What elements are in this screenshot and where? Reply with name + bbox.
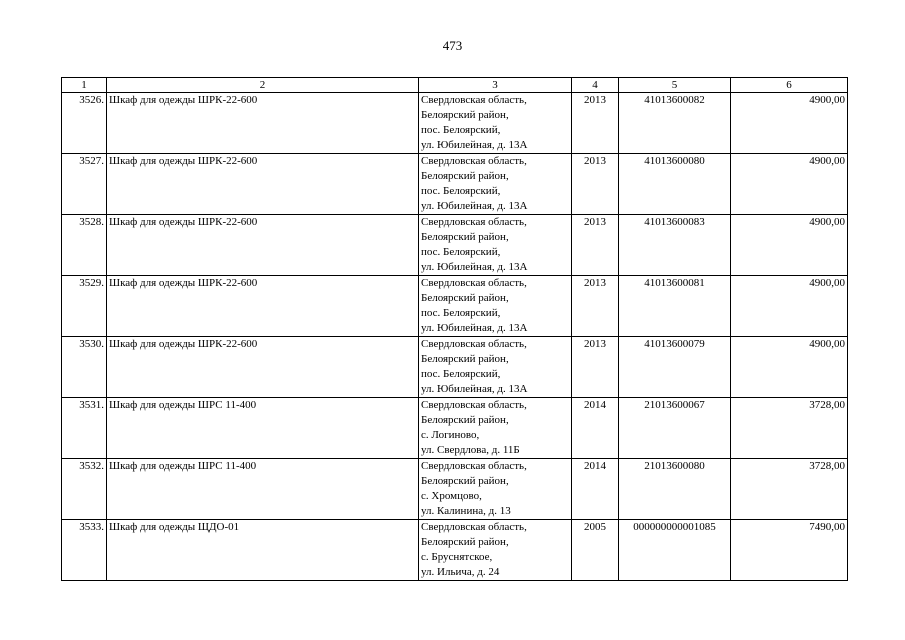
item-year: 2013 [572, 154, 619, 215]
item-year: 2013 [572, 276, 619, 337]
property-registry-table [61, 77, 848, 581]
item-name: Шкаф для одежды ШРК-22-600 [107, 215, 419, 276]
inventory-number: 41013600081 [619, 276, 731, 337]
address-line: Белоярский район, [421, 170, 509, 182]
table-row [62, 398, 848, 459]
table-row [62, 337, 848, 398]
address-line: Свердловская область, [421, 399, 527, 411]
item-cost: 3728,00 [731, 398, 848, 459]
page-number: 473 [442, 38, 463, 53]
inventory-number: 41013600080 [619, 154, 731, 215]
row-number: 3529. [62, 276, 107, 337]
item-cost: 4900,00 [731, 276, 848, 337]
item-year: 2014 [572, 459, 619, 520]
address-line: пос. Белоярский, [421, 124, 501, 136]
column-header-6: 6 [731, 78, 848, 93]
inventory-number: 000000000001085 [619, 520, 731, 581]
item-cost: 3728,00 [731, 459, 848, 520]
table-row [62, 154, 848, 215]
item-cost: 4900,00 [731, 154, 848, 215]
address-line: ул. Юбилейная, д. 13А [421, 322, 528, 334]
inventory-number: 41013600079 [619, 337, 731, 398]
address-line: пос. Белоярский, [421, 185, 501, 197]
address-line: Белоярский район, [421, 292, 509, 304]
address-line: Белоярский район, [421, 475, 509, 487]
item-address [419, 520, 572, 581]
address-line: ул. Юбилейная, д. 13А [421, 139, 528, 151]
address-line: Свердловская область, [421, 460, 527, 472]
table-row [62, 215, 848, 276]
address-line: с. Бруснятское, [421, 551, 493, 563]
address-line: с. Логиново, [421, 429, 480, 441]
item-address [419, 459, 572, 520]
address-line: Свердловская область, [421, 338, 527, 350]
address-line: Свердловская область, [421, 155, 527, 167]
item-address [419, 398, 572, 459]
column-header-4: 4 [572, 78, 619, 93]
table-row [62, 459, 848, 520]
inventory-number: 21013600080 [619, 459, 731, 520]
address-line: с. Хромцово, [421, 490, 482, 502]
row-number: 3533. [62, 520, 107, 581]
row-number: 3530. [62, 337, 107, 398]
address-line: ул. Свердлова, д. 11Б [421, 444, 520, 456]
row-number: 3526. [62, 93, 107, 154]
address-line: Белоярский район, [421, 231, 509, 243]
address-line: Белоярский район, [421, 414, 509, 426]
column-header-5: 5 [619, 78, 731, 93]
address-line: ул. Юбилейная, д. 13А [421, 261, 528, 273]
address-line: Свердловская область, [421, 521, 527, 533]
table-row [62, 276, 848, 337]
item-year: 2013 [572, 337, 619, 398]
address-line: Белоярский район, [421, 353, 509, 365]
column-header-3: 3 [419, 78, 572, 93]
table-row [62, 520, 848, 581]
column-number-row [62, 78, 848, 93]
address-line: ул. Ильича, д. 24 [421, 566, 500, 578]
item-cost: 4900,00 [731, 93, 848, 154]
row-number: 3527. [62, 154, 107, 215]
table-row [62, 93, 848, 154]
item-address [419, 337, 572, 398]
address-line: Свердловская область, [421, 277, 527, 289]
row-number: 3532. [62, 459, 107, 520]
item-name: Шкаф для одежды ШРК-22-600 [107, 337, 419, 398]
item-cost: 4900,00 [731, 337, 848, 398]
item-address [419, 215, 572, 276]
item-address [419, 93, 572, 154]
inventory-number: 21013600067 [619, 398, 731, 459]
address-line: ул. Юбилейная, д. 13А [421, 200, 528, 212]
column-header-1: 1 [62, 78, 107, 93]
address-line: пос. Белоярский, [421, 368, 501, 380]
row-number: 3528. [62, 215, 107, 276]
address-line: ул. Юбилейная, д. 13А [421, 383, 528, 395]
item-name: Шкаф для одежды ШРС 11-400 [107, 459, 419, 520]
address-line: Белоярский район, [421, 109, 509, 121]
item-year: 2013 [572, 215, 619, 276]
item-year: 2014 [572, 398, 619, 459]
item-name: Шкаф для одежды ШРК-22-600 [107, 154, 419, 215]
address-line: Свердловская область, [421, 216, 527, 228]
item-cost: 7490,00 [731, 520, 848, 581]
inventory-number: 41013600083 [619, 215, 731, 276]
item-name: Шкаф для одежды ШРК-22-600 [107, 93, 419, 154]
item-address [419, 276, 572, 337]
inventory-number: 41013600082 [619, 93, 731, 154]
item-cost: 4900,00 [731, 215, 848, 276]
item-name: Шкаф для одежды ШРС 11-400 [107, 398, 419, 459]
item-name: Шкаф для одежды ЩДО-01 [107, 520, 419, 581]
address-line: Белоярский район, [421, 536, 509, 548]
item-year: 2005 [572, 520, 619, 581]
row-number: 3531. [62, 398, 107, 459]
column-header-2: 2 [107, 78, 419, 93]
item-year: 2013 [572, 93, 619, 154]
address-line: пос. Белоярский, [421, 307, 501, 319]
item-name: Шкаф для одежды ШРК-22-600 [107, 276, 419, 337]
address-line: ул. Калинина, д. 13 [421, 505, 511, 517]
address-line: пос. Белоярский, [421, 246, 501, 258]
address-line: Свердловская область, [421, 94, 527, 106]
item-address [419, 154, 572, 215]
